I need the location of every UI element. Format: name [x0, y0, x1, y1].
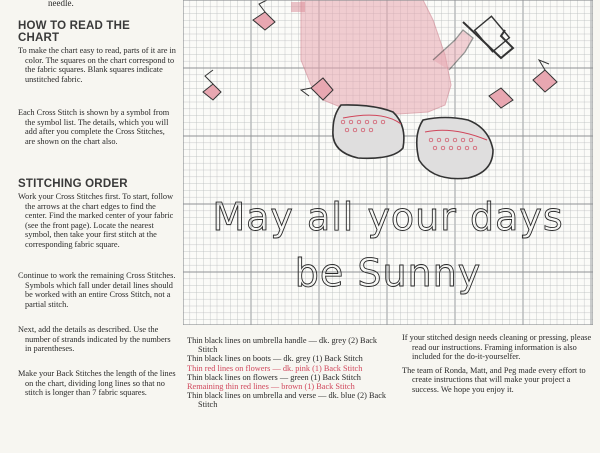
- stitch-note: Thin black lines on umbrella and verse — dk. blue (2) Back Stitch: [187, 391, 387, 410]
- bear-collar: [291, 2, 305, 12]
- cross-stitch-chart: [183, 0, 593, 325]
- stitching-order-p2: Continue to work the remaining Cross Stitches. Symbols which fall under detail lines should be worked with an entire Cross Stitch, not a partial stitch.: [18, 271, 176, 309]
- intro-tail: needle.: [48, 0, 74, 8]
- how-to-read-heading: HOW TO READ THE CHART: [18, 20, 131, 44]
- stitching-order-heading: STITCHING ORDER: [18, 178, 128, 190]
- stitch-note: Remaining thin red lines — brown (1) Back Stitch: [187, 382, 355, 392]
- left-boot: [333, 105, 404, 158]
- closing-notes: [402, 333, 594, 399]
- stitch-note: Thin black lines on flowers — green (1) Back Stitch: [187, 372, 361, 382]
- how-to-read-p2: Each Cross Stitch is shown by a symbol from the symbol list. The details, which you will add after you complete the Cross Stitches, are shown on the chart also.: [18, 108, 170, 146]
- stitch-note: Thin red lines on flowers — dk. pink (1) Back Stitch: [187, 363, 363, 373]
- stitch-notes: [187, 336, 392, 410]
- stitching-order-p3: Next, add the details as described. Use the number of strands indicated by the numbers in parentheses.: [18, 325, 171, 354]
- instructions-column: [0, 0, 178, 453]
- how-to-read-p1: To make the chart easy to read, parts of it are in color. The squares on the chart correspond to the fabric squares. Blank squares indicate unstitched fabric.: [18, 46, 176, 84]
- closing-paragraph-1: If your stitched design needs cleaning or pressing, please read our instructions. Framing information is also included for the do-it-yourselfer.: [402, 333, 592, 362]
- verse-line-1: May all your days: [212, 195, 564, 239]
- stitch-note: Thin black lines on boots — dk. grey (1) Back Stitch: [187, 354, 363, 364]
- stitch-note: Thin black lines on umbrella handle — dk. grey (2) Back Stitch: [187, 336, 378, 355]
- verse-line-2: be Sunny: [294, 251, 482, 295]
- closing-paragraph-2: The team of Ronda, Matt, and Peg made every effort to create instructions that will make your project a success. We hope you enjoy it.: [402, 365, 586, 394]
- stitching-order-p4: Make your Back Stitches the length of the lines on the chart, dividing long lines so that no stitch is longer than 7 fabric squares.: [18, 369, 176, 398]
- stitching-order-p1: Work your Cross Stitches first. To start, follow the arrows at the chart edges to find the center. Find the marked center of your fabric (see the front page). Locate the nearest symbol, then take your first stitch at the corresponding fabric square.: [18, 192, 174, 249]
